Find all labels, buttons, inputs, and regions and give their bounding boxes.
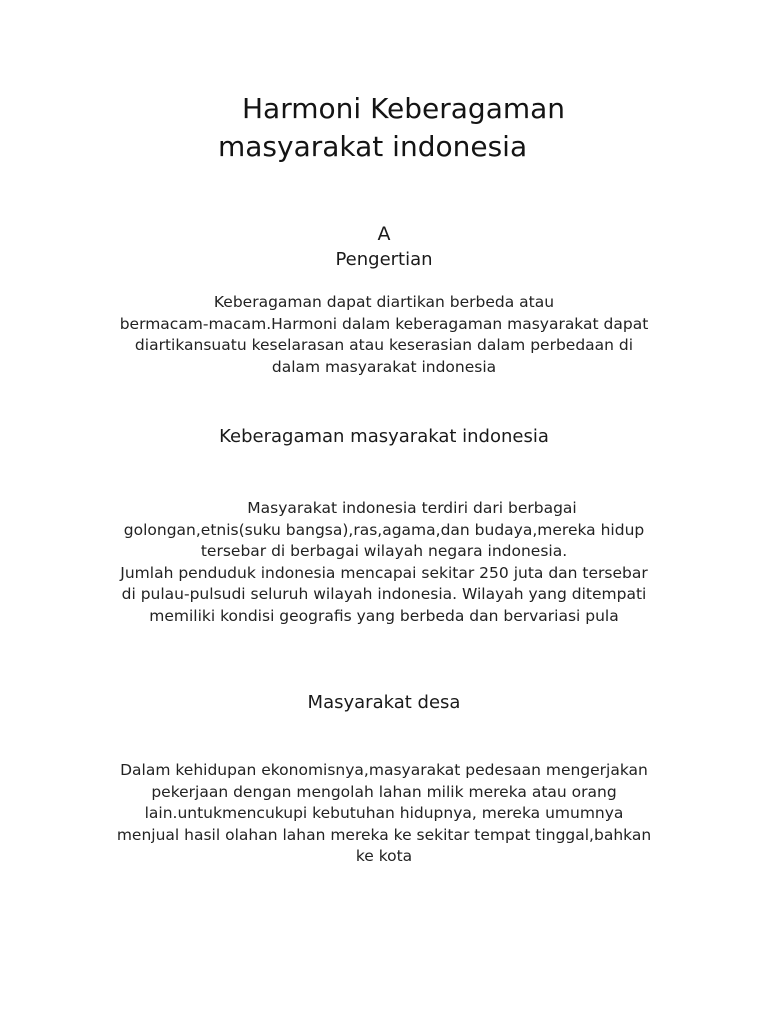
paragraph-line: memiliki kondisi geografis yang berbeda dan bervariasi pula [149, 606, 619, 625]
paragraph-line: ke kota [355, 847, 413, 865]
paragraph-pengertian [84, 292, 684, 378]
paragraph-line: Dalam kehidupan ekonomisnya,masyarakat pedesaan mengerjakan [120, 761, 648, 779]
paragraph-line: Masyarakat indonesia terdiri dari berbagai [247, 499, 577, 517]
paragraph-line: lain.untukmencukupi kebutuhan hidupnya, mereka umumnya [144, 804, 624, 822]
document-title-line-2: masyarakat indonesia [218, 130, 528, 163]
paragraph-keberagaman [84, 498, 684, 627]
paragraph-line: tersebar di berbagai wilayah negara indonesia. [200, 542, 568, 560]
paragraph-line: dalam masyarakat indonesia [271, 357, 497, 376]
document-title-line-1: Harmoni Keberagaman [242, 92, 566, 125]
paragraph-masyarakat-desa [84, 760, 684, 868]
section-heading-masyarakat-desa: Masyarakat desa [307, 692, 461, 713]
paragraph-line: Keberagaman dapat diartikan berbeda atau [213, 293, 555, 311]
paragraph-line: bermacam-macam.Harmoni dalam keberagaman masyarakat dapat [119, 314, 649, 333]
section-heading-pengertian: Pengertian [335, 249, 433, 270]
section-marker: A [377, 223, 391, 245]
paragraph-line: golongan,etnis(suku bangsa),ras,agama,dan budaya,mereka hidup [123, 520, 645, 539]
paragraph-line: di pulau-pulsudi seluruh wilayah indonesia. Wilayah yang ditempati [121, 585, 647, 603]
paragraph-line: Jumlah penduduk indonesia mencapai sekitar 250 juta dan tersebar [120, 563, 648, 582]
paragraph-line: menjual hasil olahan lahan mereka ke sekitar tempat tinggal,bahkan [116, 825, 652, 844]
paragraph-line: pekerjaan dengan mengolah lahan milik mereka atau orang [151, 782, 617, 801]
section-heading-keberagaman: Keberagaman masyarakat indonesia [219, 426, 549, 447]
paragraph-line: diartikansuatu keselarasan atau keserasian dalam perbedaan di [134, 336, 634, 354]
